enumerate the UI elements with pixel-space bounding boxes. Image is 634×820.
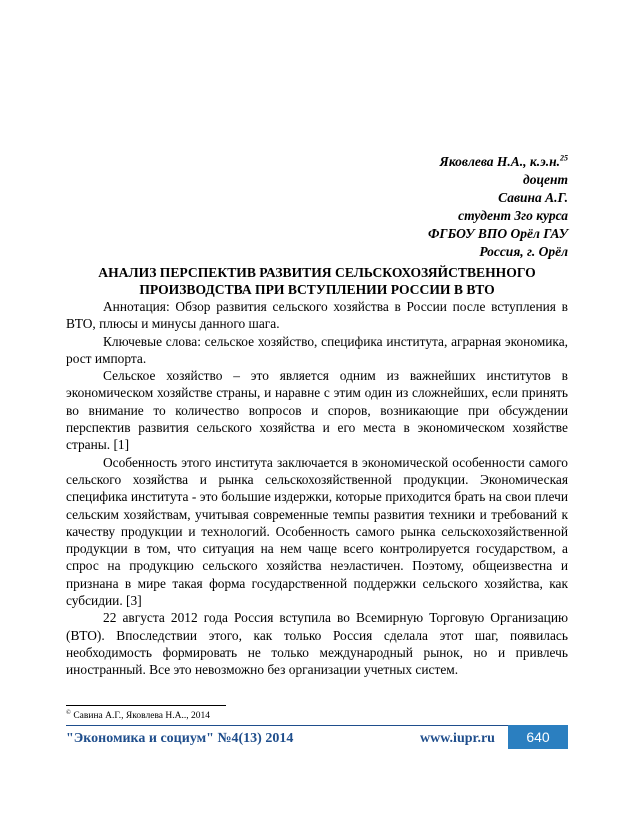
author-1-position: доцент xyxy=(523,172,568,187)
copyright-mark: © xyxy=(66,708,71,716)
title-line-1: АНАЛИЗ ПЕРСПЕКТИВ РАЗВИТИЯ СЕЛЬСКОХОЗЯЙСТВЕННОГО xyxy=(98,265,536,280)
abstract-paragraph: Аннотация: Обзор развития сельского хозяйства в России после вступления в ВТО, плюсы и минусы данного шага. xyxy=(66,299,568,332)
body-paragraph: Сельское хозяйство – это является одним из важнейших институтов в экономическом хозяйстве страны, и наравне с этим один из сложнейших, если принять во внимание то количество вопросов и споров, возникающие при обсуждении перспектив развития сельского хозяйства и его места в экономическом хозяйстве страны. [1] xyxy=(66,368,568,453)
footnote-divider xyxy=(66,705,226,706)
journal-website-link[interactable]: www.iupr.ru xyxy=(420,731,495,746)
institution: ФГБОУ ВПО Орёл ГАУ xyxy=(427,226,568,241)
body-paragraph: Особенность этого института заключается в экономической особенности самого сельского хозяйства и рынка сельскохозяйственной продукции. Экономическая специфика института - это большие издержки, которые приходится брать на свои плечи сельским хозяйствам, учитывая современные темпы развития техники и требований к качеству продукции и технологий. Особенность самого рынка сельскохозяйственной продукции в том, что ситуация на нем чаще всего контролируется государством, а спрос на продукцию сельского хозяйства неэластичен. Поэтому, общеизвестна и признана в мире такая форма государственной поддержки сельского хозяйства, как субсидии. [3] xyxy=(66,454,568,609)
author-1-name: Яковлева Н.А., к.э.н. xyxy=(439,154,560,169)
author-1-line xyxy=(268,153,568,171)
keywords-paragraph: Ключевые слова: сельское хозяйство, специфика института, аграрная экономика, рост импорта. xyxy=(66,333,568,366)
article-body xyxy=(66,298,568,679)
footnote-ref: 25 xyxy=(560,153,568,163)
footer-divider xyxy=(66,725,568,726)
author-2-position: студент 3го курса xyxy=(458,208,568,223)
title-line-2: ПРОИЗВОДСТВА ПРИ ВСТУПЛЕНИИ РОССИИ В ВТО xyxy=(139,282,495,297)
author-block xyxy=(268,153,568,261)
body-paragraph: 22 августа 2012 года Россия вступила во Всемирную Торговую Организацию (ВТО). Впоследствии этого, как только Россия сделала этот шаг, появилась необходимость формировать не только международный рынок, но и привлечь иностранный. Все это невозможно без организации учетных систем. xyxy=(66,610,568,678)
article-title xyxy=(66,264,568,298)
journal-name: "Экономика и социум" №4(13) 2014 xyxy=(66,731,294,746)
location: Россия, г. Орёл xyxy=(479,244,568,259)
footnote-text: Савина А.Г., Яковлева Н.А.., 2014 xyxy=(70,711,210,721)
footnote xyxy=(66,710,210,722)
page-number: 640 xyxy=(508,725,568,749)
author-2-name: Савина А.Г. xyxy=(498,190,568,205)
